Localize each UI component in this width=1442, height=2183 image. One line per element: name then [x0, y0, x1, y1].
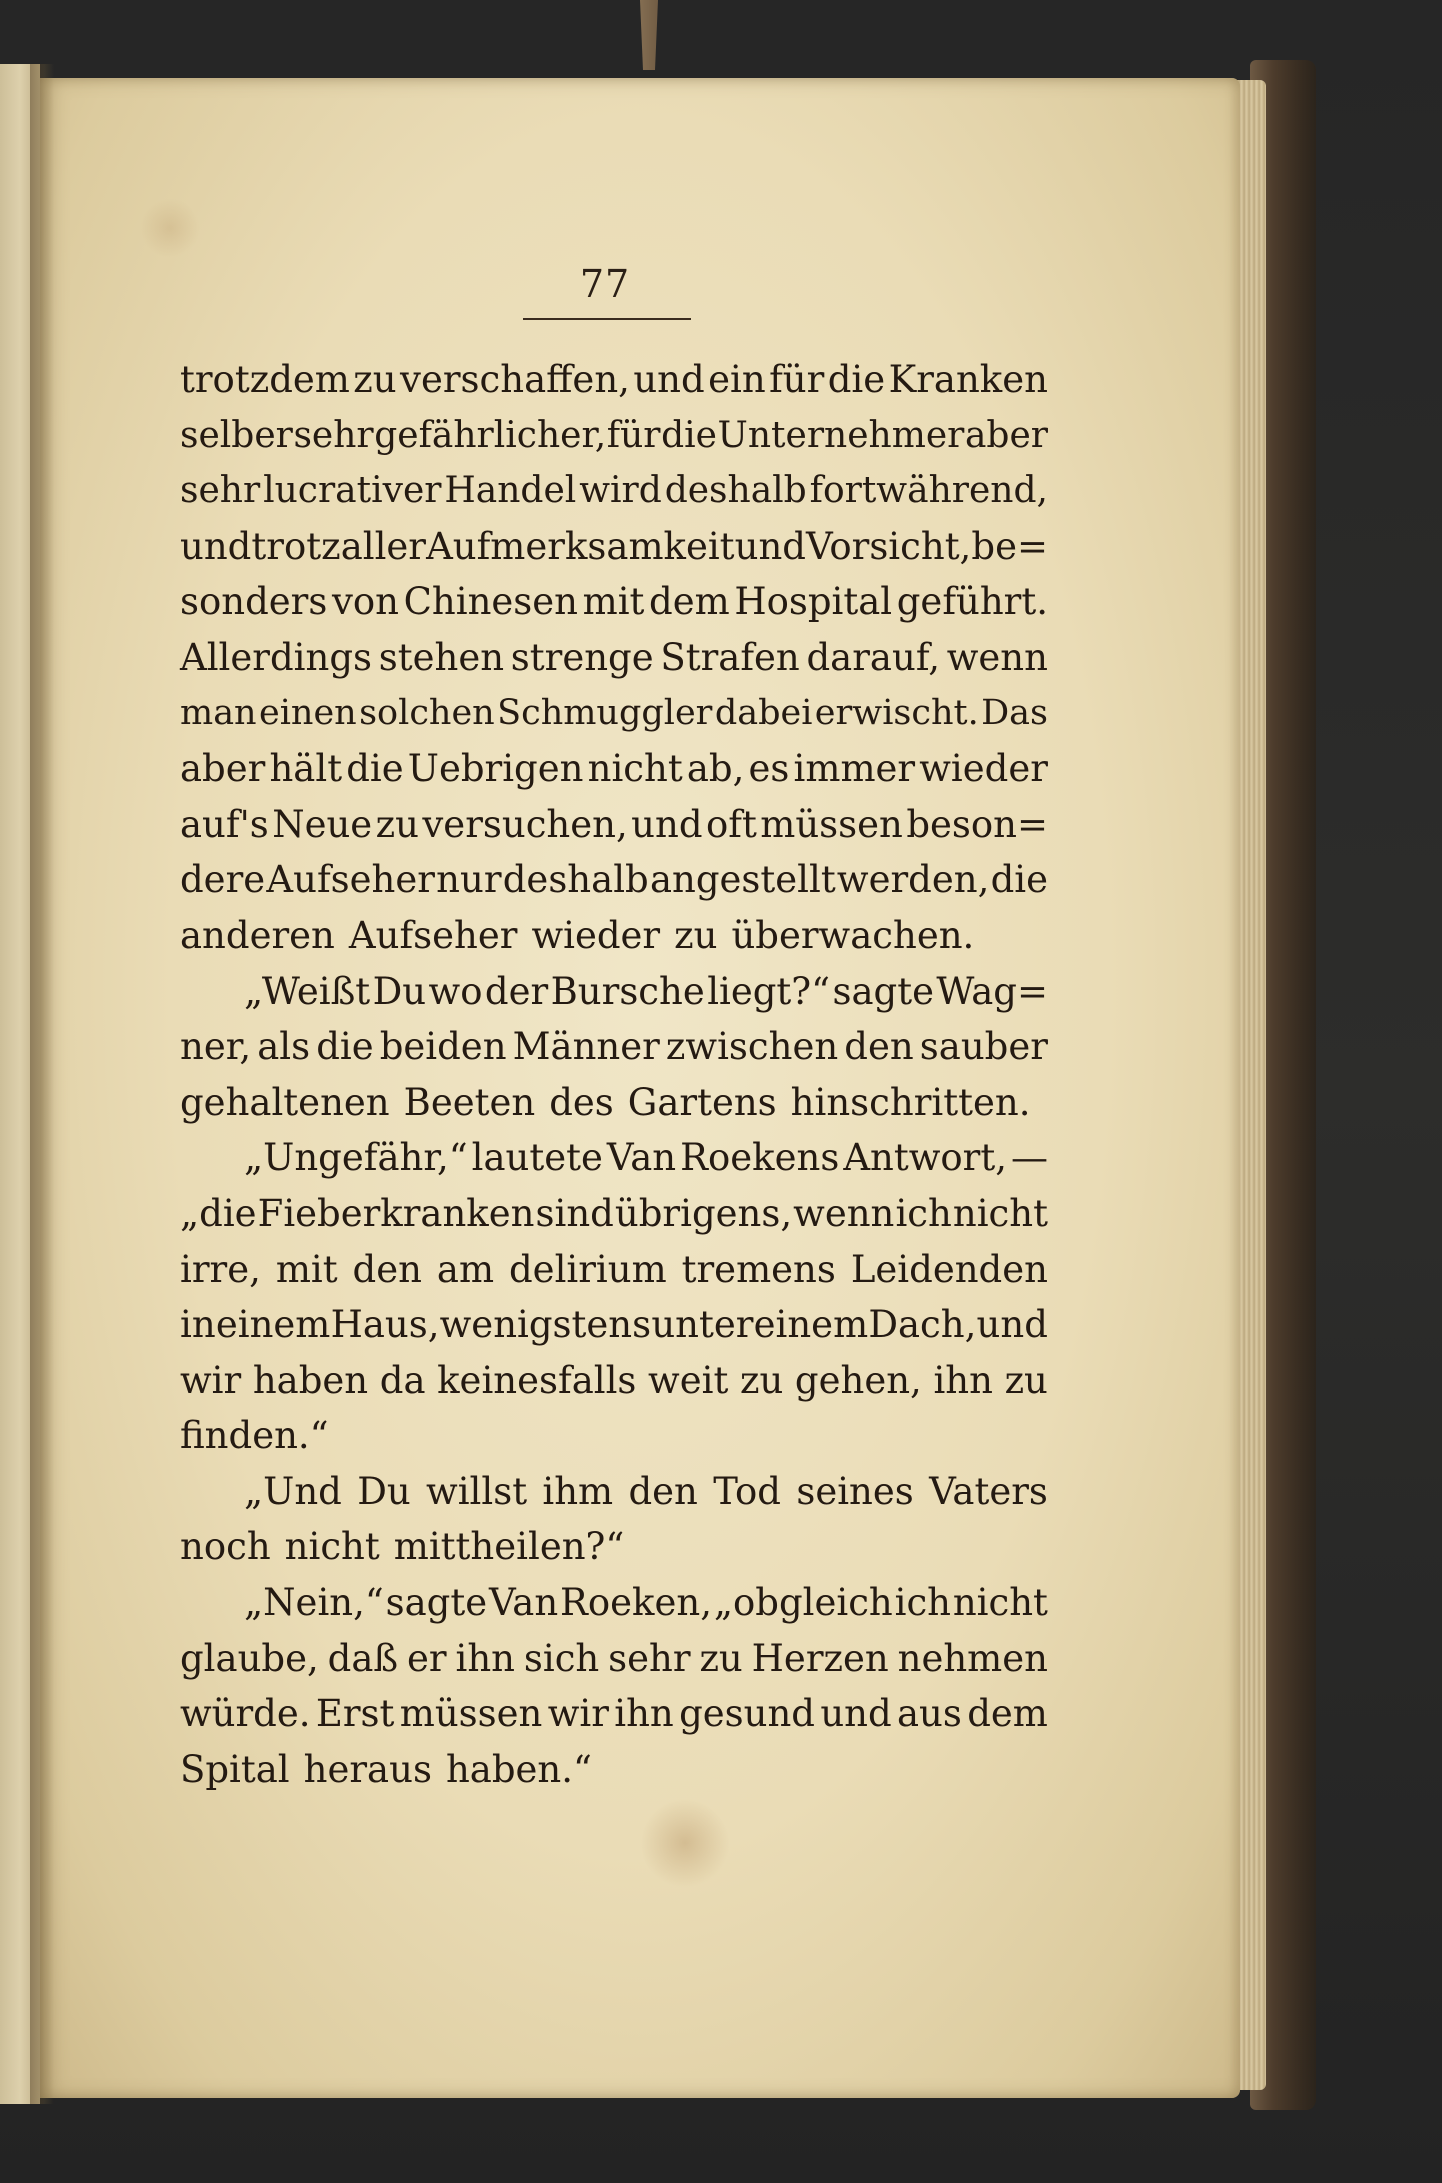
word: irre, — [180, 1247, 261, 1291]
word: am — [436, 1247, 495, 1291]
word: Leidenden — [850, 1247, 1048, 1291]
word: ihn — [455, 1636, 515, 1680]
word: haben — [252, 1358, 369, 1402]
word: den — [628, 1469, 698, 1513]
word: sauber — [919, 1025, 1048, 1069]
word: einem — [753, 1303, 869, 1347]
word: Van — [488, 1581, 559, 1625]
word: die — [990, 858, 1048, 902]
word: es — [748, 747, 790, 791]
word: Aufmerksamkeit — [426, 524, 735, 568]
word: Spital — [180, 1747, 290, 1791]
word: heraus — [303, 1747, 432, 1791]
paper-stain — [640, 1798, 730, 1888]
word: sagte — [385, 1581, 488, 1625]
word: von — [331, 580, 399, 624]
word: wenn — [793, 1191, 895, 1235]
word: zu — [375, 802, 419, 846]
word: gefährlicher, — [374, 414, 607, 456]
word: müssen — [760, 802, 903, 846]
word: Unternehmer — [717, 414, 965, 456]
word: ner, — [180, 1025, 252, 1069]
word: der — [484, 969, 549, 1013]
text-line — [180, 463, 1048, 519]
text-line — [180, 1075, 1048, 1131]
word: zu — [1004, 1358, 1048, 1402]
word: stehen — [378, 635, 505, 679]
word: Haus, — [330, 1303, 440, 1347]
body-text — [180, 352, 1048, 1797]
word: aus — [897, 1692, 962, 1736]
text-line — [180, 1353, 1048, 1409]
word: dem — [967, 1692, 1048, 1736]
word: die — [346, 747, 404, 791]
word: sehr — [293, 414, 374, 456]
word: Schmuggler — [497, 692, 713, 733]
word: Roeken, — [560, 1581, 712, 1625]
page-number-rule — [523, 318, 691, 320]
text-line — [180, 1130, 1048, 1186]
text-line — [180, 1631, 1048, 1687]
word: nicht — [952, 1581, 1048, 1625]
word: Allerdings — [180, 635, 372, 679]
word: Bursche — [550, 969, 705, 1013]
word: Chinesen — [403, 580, 579, 624]
word: zu — [699, 1636, 743, 1680]
text-line — [180, 1242, 1048, 1298]
word: als — [257, 1025, 311, 1069]
page-stack-edge — [1236, 80, 1266, 2090]
word: wenn — [946, 635, 1048, 679]
word: zu — [739, 1358, 784, 1402]
word: Vorsicht, — [806, 524, 972, 568]
word: sagte — [832, 969, 934, 1013]
word: „Und — [244, 1469, 342, 1513]
word: liegt?“ — [707, 969, 831, 1013]
word: Uebrigen — [407, 747, 584, 791]
word: ihn — [933, 1358, 993, 1402]
word: gehen, — [794, 1358, 922, 1402]
word: Neue — [272, 802, 373, 846]
page-number: 77 — [579, 262, 631, 306]
word: wo — [428, 969, 483, 1013]
word: Männer — [512, 1025, 660, 1069]
word: nicht — [952, 1191, 1048, 1235]
word: keinesfalls — [437, 1358, 637, 1402]
word: überwachen. — [731, 913, 975, 957]
word: geführt. — [896, 580, 1048, 624]
word: unter — [651, 1303, 754, 1347]
word: den — [352, 1247, 422, 1291]
word: lautete — [471, 1136, 603, 1180]
word: und — [820, 1692, 892, 1736]
word: trotz — [251, 524, 341, 568]
word: sehr — [180, 470, 261, 512]
word: darauf, — [806, 635, 940, 679]
word: Handel — [444, 470, 577, 512]
word: für — [769, 358, 825, 401]
text-line — [180, 686, 1048, 742]
word: müssen — [399, 1692, 543, 1736]
word: Aufseher — [348, 913, 518, 957]
word: würde. — [180, 1692, 311, 1736]
word: aller — [340, 524, 426, 568]
word: selber — [180, 414, 293, 456]
word: wenigstens — [439, 1303, 652, 1347]
word: Du — [357, 1469, 411, 1513]
word: Erst — [315, 1692, 395, 1736]
word: Dach, — [868, 1303, 977, 1347]
word: nur — [436, 858, 502, 902]
word: hält — [269, 747, 343, 791]
word: nicht — [587, 747, 683, 791]
word: finden.“ — [180, 1414, 329, 1458]
word: sonders — [180, 580, 328, 624]
word: haben.“ — [445, 1747, 592, 1791]
word: und — [633, 358, 705, 401]
word: ihm — [542, 1469, 614, 1513]
word: verschaffen, — [400, 358, 630, 401]
word: versuchen, — [422, 802, 628, 846]
word: dere — [180, 858, 266, 902]
text-line — [180, 408, 1048, 464]
word: daß — [327, 1636, 399, 1680]
word: gesund — [679, 1692, 815, 1736]
word: mit — [275, 1247, 338, 1291]
word: lucrativer — [263, 470, 442, 512]
word: man — [180, 692, 257, 733]
word: Aufseher — [266, 858, 435, 902]
word: — — [1011, 1136, 1048, 1180]
text-line — [180, 352, 1048, 408]
word: ab, — [686, 747, 745, 791]
word: für — [606, 414, 661, 456]
word: erwischt. — [814, 692, 979, 733]
page-gutter-shadow — [30, 64, 54, 2104]
word: zwischen — [665, 1025, 839, 1069]
text-line — [180, 1686, 1048, 1742]
text-line — [180, 852, 1048, 908]
word: ein — [708, 358, 766, 401]
word: mit — [582, 580, 645, 624]
word: mittheilen?“ — [393, 1525, 625, 1569]
word: den — [844, 1025, 914, 1069]
word: zu — [353, 358, 397, 401]
word: Das — [981, 692, 1048, 733]
word: aber — [180, 747, 266, 791]
text-line — [180, 1019, 1048, 1075]
word: dem — [649, 580, 730, 624]
word: Wag= — [936, 969, 1048, 1013]
word: ich — [895, 1191, 952, 1235]
text-line — [180, 1297, 1048, 1353]
word: hinschritten. — [790, 1080, 1031, 1124]
word: Gartens — [627, 1080, 777, 1124]
text-line — [180, 1464, 1048, 1520]
text-line — [180, 908, 1048, 964]
word: noch — [180, 1525, 271, 1569]
text-line — [180, 1575, 1048, 1631]
word: und — [631, 802, 703, 846]
word: trotzdem — [180, 358, 350, 401]
word: einem — [215, 1303, 331, 1347]
word: Antwort, — [843, 1136, 1007, 1180]
word: „obgleich — [713, 1581, 893, 1625]
word: fortwährend, — [809, 470, 1048, 512]
word: wir — [180, 1358, 242, 1402]
word: „die — [180, 1191, 257, 1235]
word: die — [661, 414, 717, 456]
word: da — [379, 1358, 426, 1402]
word: Van — [606, 1136, 677, 1180]
paper-stain — [140, 198, 200, 258]
word: dabei — [714, 692, 813, 733]
word: die — [316, 1025, 374, 1069]
text-line — [180, 574, 1048, 630]
word: delirium — [509, 1247, 667, 1291]
word: sind — [535, 1191, 614, 1235]
word: ich — [894, 1581, 951, 1625]
word: be= — [971, 524, 1048, 568]
word: glaube, — [180, 1636, 319, 1680]
word: nehmen — [897, 1636, 1048, 1680]
word: die — [827, 358, 886, 401]
word: zu — [674, 913, 718, 957]
word: weit — [648, 1358, 729, 1402]
word: wieder — [919, 747, 1048, 791]
word: seines — [796, 1469, 914, 1513]
text-line — [180, 1186, 1048, 1242]
word: Beeten — [403, 1080, 536, 1124]
word: Strafen — [660, 635, 800, 679]
word: Tod — [713, 1469, 781, 1513]
word: gehaltenen — [180, 1080, 390, 1124]
word: des — [549, 1080, 614, 1124]
word: werden, — [836, 858, 990, 902]
text-line — [180, 1408, 1048, 1464]
word: „Weißt — [244, 969, 371, 1013]
word: Roekens — [680, 1136, 840, 1180]
word: in — [180, 1303, 216, 1347]
word: tremens — [681, 1247, 836, 1291]
word: übrigens, — [614, 1191, 793, 1235]
word: „Ungefähr,“ — [244, 1136, 468, 1180]
word: Herzen — [751, 1636, 889, 1680]
word: Fieberkranken — [257, 1191, 535, 1235]
word: und — [180, 524, 252, 568]
word: und — [976, 1303, 1048, 1347]
text-line — [180, 797, 1048, 853]
word: wieder — [531, 913, 661, 957]
word: „Nein,“ — [244, 1581, 384, 1625]
word: solchen — [359, 692, 495, 733]
word: nicht — [284, 1525, 380, 1569]
word: einen — [259, 692, 357, 733]
word: deshalb — [664, 470, 807, 512]
word: willst — [426, 1469, 528, 1513]
text-line — [180, 630, 1048, 686]
word: immer — [793, 747, 916, 791]
text-line — [180, 519, 1048, 575]
word: auf's — [180, 802, 269, 846]
word: aber — [964, 414, 1048, 456]
text-line — [180, 1742, 1048, 1798]
text-line — [180, 964, 1048, 1020]
word: Kranken — [888, 358, 1048, 401]
word: deshalb — [502, 858, 649, 902]
word: wir — [547, 1692, 609, 1736]
word: Vaters — [929, 1469, 1048, 1513]
word: beson= — [906, 802, 1048, 846]
word: sehr — [608, 1636, 691, 1680]
word: ihn — [614, 1692, 674, 1736]
word: Hospital — [734, 580, 893, 624]
word: Du — [372, 969, 427, 1013]
word: er — [407, 1636, 447, 1680]
word: wird — [579, 470, 662, 512]
word: beiden — [379, 1025, 507, 1069]
word: oft — [705, 802, 757, 846]
word: und — [734, 524, 806, 568]
word: anderen — [180, 913, 335, 957]
text-line — [180, 741, 1048, 797]
word: sich — [523, 1636, 600, 1680]
word: angestellt — [649, 858, 836, 902]
text-line — [180, 1519, 1048, 1575]
word: strenge — [510, 635, 654, 679]
